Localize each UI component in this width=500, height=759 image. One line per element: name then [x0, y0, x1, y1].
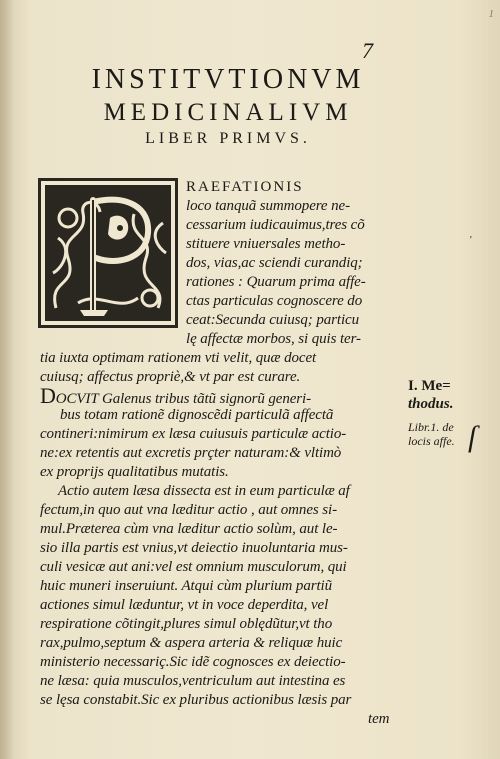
- body-line: bus totam rationẽ dignoscẽdi particulã affectã: [60, 407, 334, 423]
- body-line: Actio autem læsa dissecta est in eum particulæ af: [58, 483, 350, 499]
- body-line: ne læsa: quia musculos,ventriculum aut intestina es: [40, 673, 346, 689]
- body-line: lę affectæ morbos, si quis ter-: [186, 331, 361, 347]
- title-line-2: MEDICINALIVM: [103, 99, 353, 126]
- page-gutter-shadow: [0, 0, 14, 759]
- body-line: ministerio necessariç.Sic idẽ cognosces ex deiectio-: [40, 654, 346, 670]
- margin-heading-word: thodus.: [408, 396, 454, 412]
- drop-initial-d: D: [40, 383, 56, 408]
- margin-reference: locis affe.: [408, 434, 455, 448]
- title-line-3: LIBER PRIMVS.: [145, 130, 311, 147]
- margin-reference: Libr.1. de: [408, 420, 454, 434]
- body-line: culi vesicæ aut ani:vel est omnium musculorum, qui: [40, 559, 347, 575]
- body-line: fectum,in quo aut vna læditur actio , aut omnes si-: [40, 502, 337, 518]
- body-line: se lęsa constabit.Sic ex pluribus actionibus læsis par: [40, 692, 352, 708]
- body-line: ceat:Secunda cuiusq; particu: [186, 312, 359, 328]
- body-line-docuit: DOCVIT Galenus tribus tãtũ signorũ generi-: [40, 383, 312, 408]
- page-number: 7: [362, 38, 373, 63]
- ornament-icon: [38, 178, 178, 328]
- decorated-initial: [38, 178, 178, 328]
- body-line: huic muneri inseruiunt. Atqui cùm plurium partiũ: [40, 578, 332, 594]
- body-line: cuiusq; affectus propriè,& vt par est curare.: [40, 369, 301, 385]
- corner-mark: 1: [488, 8, 494, 20]
- body-line: RAEFATIONIS: [186, 179, 304, 195]
- body-line: cessarium iudicauimus,tres cõ: [186, 217, 365, 233]
- body-line: dos, vias,ac sciendi curandiq;: [186, 255, 363, 271]
- margin-bracket-mark: ſ: [468, 420, 477, 453]
- body-line: rationes : Quarum prima affe-: [186, 274, 366, 290]
- body-line: stituere vniuersales metho-: [186, 236, 346, 252]
- body-line: mul.Præterea cùm vna læditur actio solùm, aut le-: [40, 521, 338, 537]
- body-line: ex proprijs qualitatibus mutatis.: [40, 464, 229, 480]
- body-line: ne:ex retentis aut excretis prçter naturam:& vltimò: [40, 445, 342, 461]
- body-line: actiones simul læduntur, vt in voce deperdita, vel: [40, 597, 329, 613]
- body-line: loco tanquã summopere ne-: [186, 198, 350, 214]
- body-line: ctas particulas cognoscere do: [186, 293, 363, 309]
- body-line: rax,pulmo,septum & aspera arteria & reliquæ huic: [40, 635, 343, 651]
- title-line-1: INSTITVTIONVM: [91, 64, 365, 95]
- margin-tick-mark: ': [470, 235, 472, 246]
- body-line: tia iuxta optimam rationem vti velit, quæ docet: [40, 350, 317, 366]
- catchword: tem: [368, 711, 390, 727]
- body-line: respiratione cõtingit,plures simul oblędũtur,vt tho: [40, 616, 333, 632]
- body-line: sio illa partis est vnius,vt deiectio inuoluntaria mus-: [40, 540, 348, 556]
- margin-heading-number: I. Me=: [408, 378, 451, 394]
- body-line: contineri:nimirum ex læsa cuiusuis particulæ actio-: [40, 426, 347, 442]
